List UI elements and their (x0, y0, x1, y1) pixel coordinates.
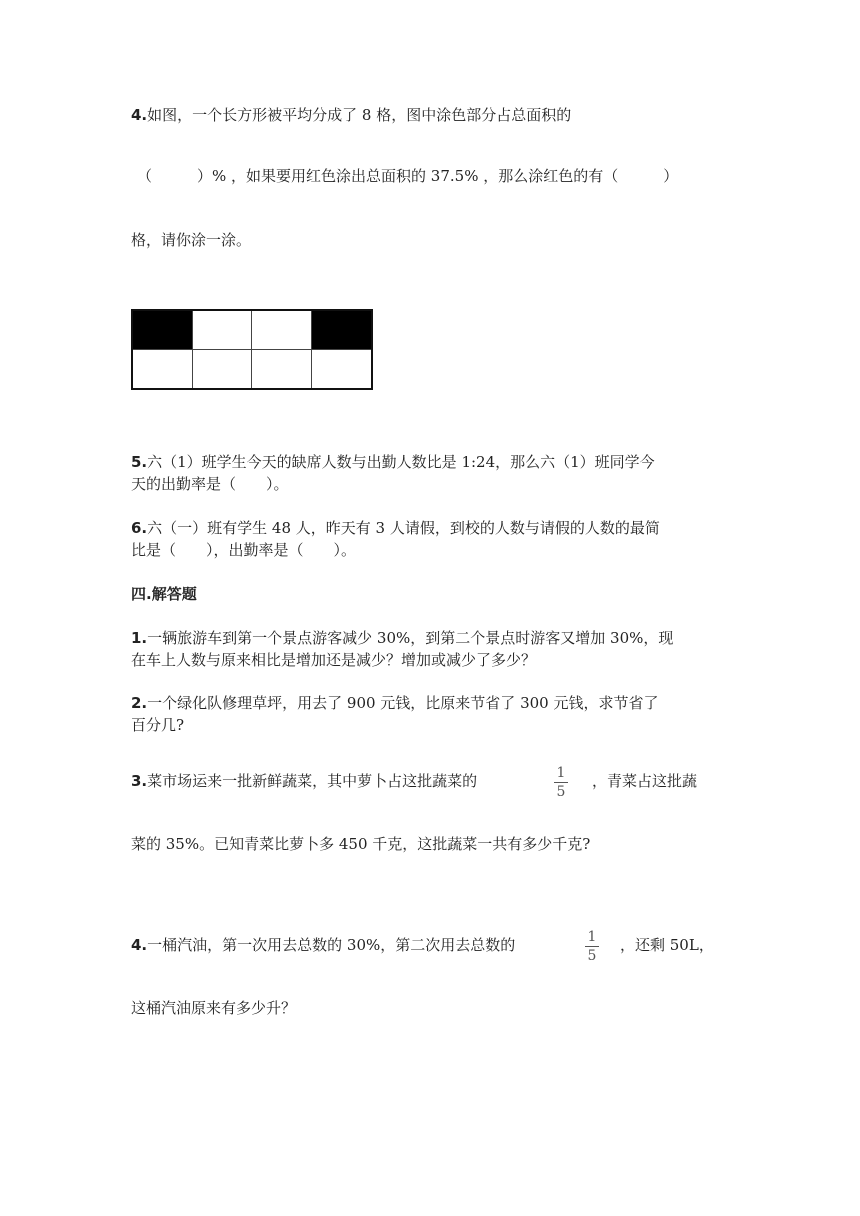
grid-cell-shaded (133, 311, 193, 350)
q5-line-2: 天的出勤率是（ ）。 (131, 475, 289, 493)
q5-number: 5. (131, 453, 148, 471)
q4-number: 4. (131, 106, 148, 124)
q5-line-1 (131, 452, 655, 472)
p4-fraction-numerator: 1 (587, 929, 597, 945)
p1-line-2: 在车上人数与原来相比是增加还是减少？增加或减少了多少？ (131, 651, 537, 669)
p2-number: 2. (131, 694, 148, 712)
p4-fraction-bar (585, 946, 599, 947)
p1-number: 1. (131, 629, 148, 647)
grid-cell (252, 311, 312, 350)
grid-cell-shaded (312, 311, 372, 350)
p4-fraction (584, 929, 600, 964)
p4-line-2: 这桶汽油原来有多少升？ (131, 999, 297, 1017)
q4-line-1 (131, 105, 571, 125)
q4-line-2: （ ）% ，如果要用红色涂出总面积的 37.5% ，那么涂红色的有（ ） (137, 167, 679, 185)
q6-number: 6. (131, 519, 148, 537)
q6-line-2: 比是（ ），出勤率是（ ）。 (131, 541, 357, 559)
p3-fraction (553, 765, 569, 800)
rectangle-grid (131, 309, 373, 390)
p3-line-1 (131, 771, 477, 791)
p1-line-1 (131, 628, 673, 648)
p2-line-1 (131, 693, 658, 713)
p3-fraction-numerator: 1 (556, 765, 566, 781)
p4-text-1b: ，还剩 50L， (620, 936, 714, 954)
p4-fraction-denominator: 5 (587, 948, 597, 964)
p3-text-1a: 菜市场运来一批新鲜蔬菜，其中萝卜占这批蔬菜的 (147, 772, 478, 790)
q6-text-1: 六（一）班有学生 48 人，昨天有 3 人请假，到校的人数与请假的人数的最简 (147, 519, 660, 537)
p3-line-2: 菜的 35%。已知青菜比萝卜多 450 千克，这批蔬菜一共有多少千克? (131, 835, 591, 853)
grid-cell (133, 350, 193, 389)
p1-text-1: 一辆旅游车到第一个景点游客减少 30%，到第二个景点时游客又增加 30%，现 (147, 629, 674, 647)
p2-line-2: 百分几? (131, 716, 185, 734)
q5-text-1: 六（1）班学生今天的缺席人数与出勤人数比是 1:24，那么六（1）班同学今 (147, 453, 655, 471)
p2-text-1: 一个绿化队修理草坪，用去了 900 元钱，比原来节省了 300 元钱，求节省了 (147, 694, 659, 712)
p3-fraction-denominator: 5 (556, 784, 566, 800)
p3-fraction-bar (554, 782, 568, 783)
p3-text-1b: ，青菜占这批蔬 (592, 772, 698, 790)
grid-cell (193, 350, 253, 389)
grid-cell (312, 350, 372, 389)
q6-line-1 (131, 518, 660, 538)
p3-number: 3. (131, 772, 148, 790)
grid-cell (193, 311, 253, 350)
q4-line-3: 格，请你涂一涂。 (131, 231, 252, 249)
section-title: 四.解答题 (131, 585, 197, 603)
grid-cell (252, 350, 312, 389)
p4-text-1a: 一桶汽油，第一次用去总数的 30%，第二次用去总数的 (147, 936, 516, 954)
q4-text-1: 如图，一个长方形被平均分成了 8 格，图中涂色部分占总面积的 (147, 106, 572, 124)
p4-number: 4. (131, 936, 148, 954)
p4-line-1 (131, 935, 515, 955)
